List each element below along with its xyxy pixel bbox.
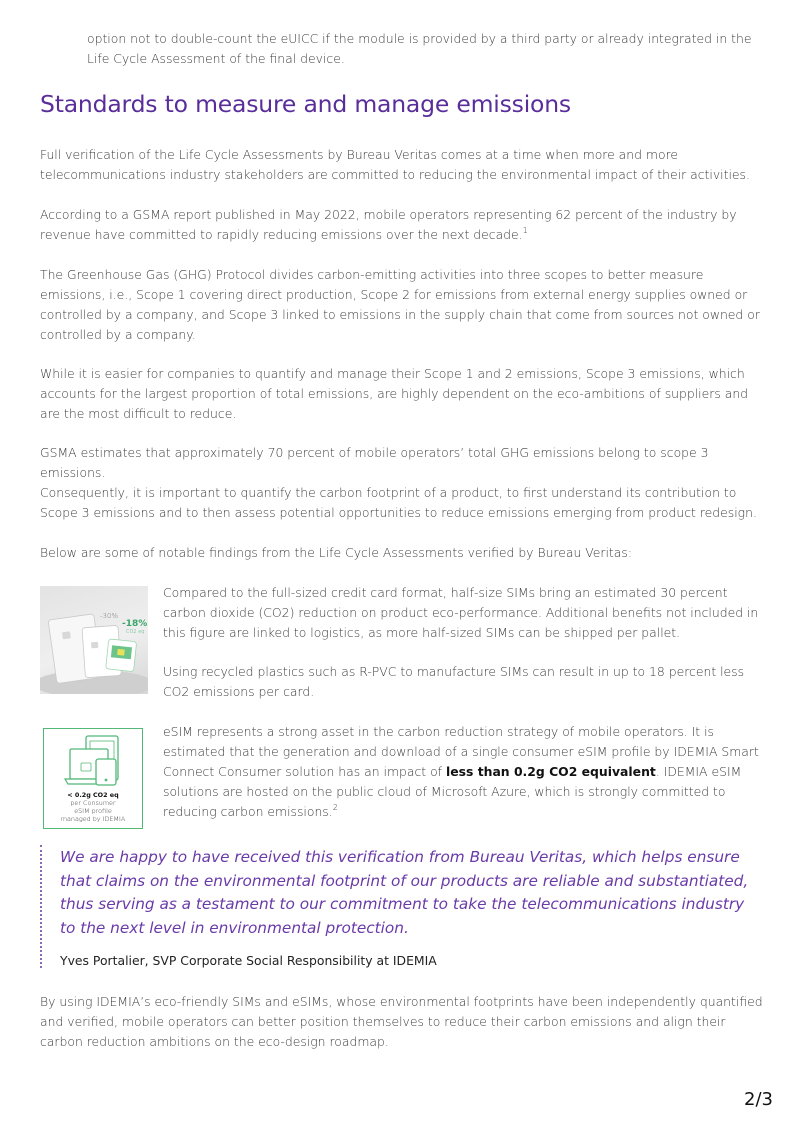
paragraph-closing: By using IDEMIA’s eco-friendly SIMs and eSIMs, whose environmental footprints have been independently quantified and verified, mobile operators can better position themselves to reduce their carbon emissions and align their carbon reduction ambitions on the eco-design roadmap. (40, 994, 763, 1049)
badge-co2-eq: CO2 eq (126, 629, 145, 635)
paragraph-findings-intro: Below are some of notable findings from the Life Cycle Assessments verified by Bureau Veritas: (40, 545, 633, 560)
badge-30-percent: -30% (100, 612, 119, 620)
pull-quote: We are happy to have received this verification from Bureau Veritas, which helps ensure that claims on the environmental footprint of our products are reliable and substantiated, thus serving as a testament to our commitment to take the telecommunications industry to the next level in environmental protection. (60, 848, 749, 937)
continued-paragraph: option not to double-count the eUICC if the module is provided by a third party or already integrated in the Life Cycle Assessment of the final device. (87, 31, 752, 66)
badge-18-percent: -18% (122, 619, 148, 629)
finding-esim-highlight: less than 0.2g CO2 equivalent (445, 764, 656, 779)
paragraph-ghg-protocol: The Greenhouse Gas (GHG) Protocol divides carbon-emitting activities into three scopes to better measure emissions, i.e., Scope 1 covering direct production, Scope 2 for emissions from external energy supplies owned or controlled by a company, and Scope 3 linked to emissions in the supply chain that come from sources not owned or controlled by a company. (40, 267, 760, 342)
page-number: 2/3 (744, 1089, 773, 1110)
paragraph-gsma-text: According to a GSMA report published in May 2022, mobile operators representing 62 percent of the industry by revenue have committed to rapidly reducing emissions over the next decade. (40, 207, 737, 242)
section-heading: Standards to measure and manage emissions (40, 90, 571, 118)
sim-cards-image (40, 586, 148, 694)
finding-esim (163, 722, 763, 822)
paragraph-verification: Full verification of the Life Cycle Assessments by Bureau Veritas comes at a time when more and more telecommunications industry stakeholders are committed to reducing the environmental impact of their activities. (40, 147, 750, 182)
esim-caption-line2: per Consumer (70, 799, 116, 807)
finding-esim-text-start: eSIM represents a strong asset in the carbon reduction strategy of mobile operators. It is estimated that the generation and download of a single consumer eSIM profile by IDEMIA Smart Connect Consumer solution has an impact of (163, 724, 759, 779)
quote-attribution: Yves Portalier, SVP Corporate Social Responsibility at IDEMIA (60, 953, 437, 968)
esim-caption-line4: managed by IDEMIA (60, 815, 126, 823)
quote-border (40, 845, 42, 968)
finding-esim-text-end: . IDEMIA eSIM solutions are hosted on the public cloud of Microsoft Azure, which is strongly committed to reducing carbon emissions. (163, 764, 742, 819)
finding-recycled-plastics: Using recycled plastics such as R-PVC to manufacture SIMs can result in up to 18 percent less CO2 emissions per card. (163, 664, 745, 699)
paragraph-gsma-report (40, 205, 766, 245)
esim-footprint-image (43, 728, 143, 829)
devices-icon (44, 729, 144, 791)
esim-caption (44, 791, 142, 823)
paragraph-carbon-footprint: Consequently, it is important to quantify the carbon footprint of a product, to first understand its contribution to Scope 3 emissions and to then assess potential opportunities to reduce emissions emerging from product redesign. (40, 485, 757, 520)
sim-cards-illustration (40, 586, 148, 694)
esim-caption-line3: eSIM profile (74, 807, 112, 815)
footnote-ref-2: 2 (332, 803, 338, 812)
esim-caption-value: < 0.2g CO2 eq (67, 791, 119, 799)
paragraph-gsma-estimate: GSMA estimates that approximately 70 percent of mobile operators’ total GHG emissions belong to scope 3 emissions. (40, 445, 709, 480)
finding-half-size-sim: Compared to the full-sized credit card format, half-size SIMs bring an estimated 30 percent carbon dioxide (CO2) reduction on product eco-performance. Additional benefits not included in this figure are linked to logistics, as more half-sized SIMs can be shipped per pallet. (163, 585, 759, 640)
paragraph-scope3: While it is easier for companies to quantify and manage their Scope 1 and 2 emissions, Scope 3 emissions, which accounts for the largest proportion of total emissions, are highly dependent on the eco-ambitions of suppliers and are the most difficult to reduce. (40, 366, 749, 421)
footnote-ref-1: 1 (522, 226, 528, 235)
